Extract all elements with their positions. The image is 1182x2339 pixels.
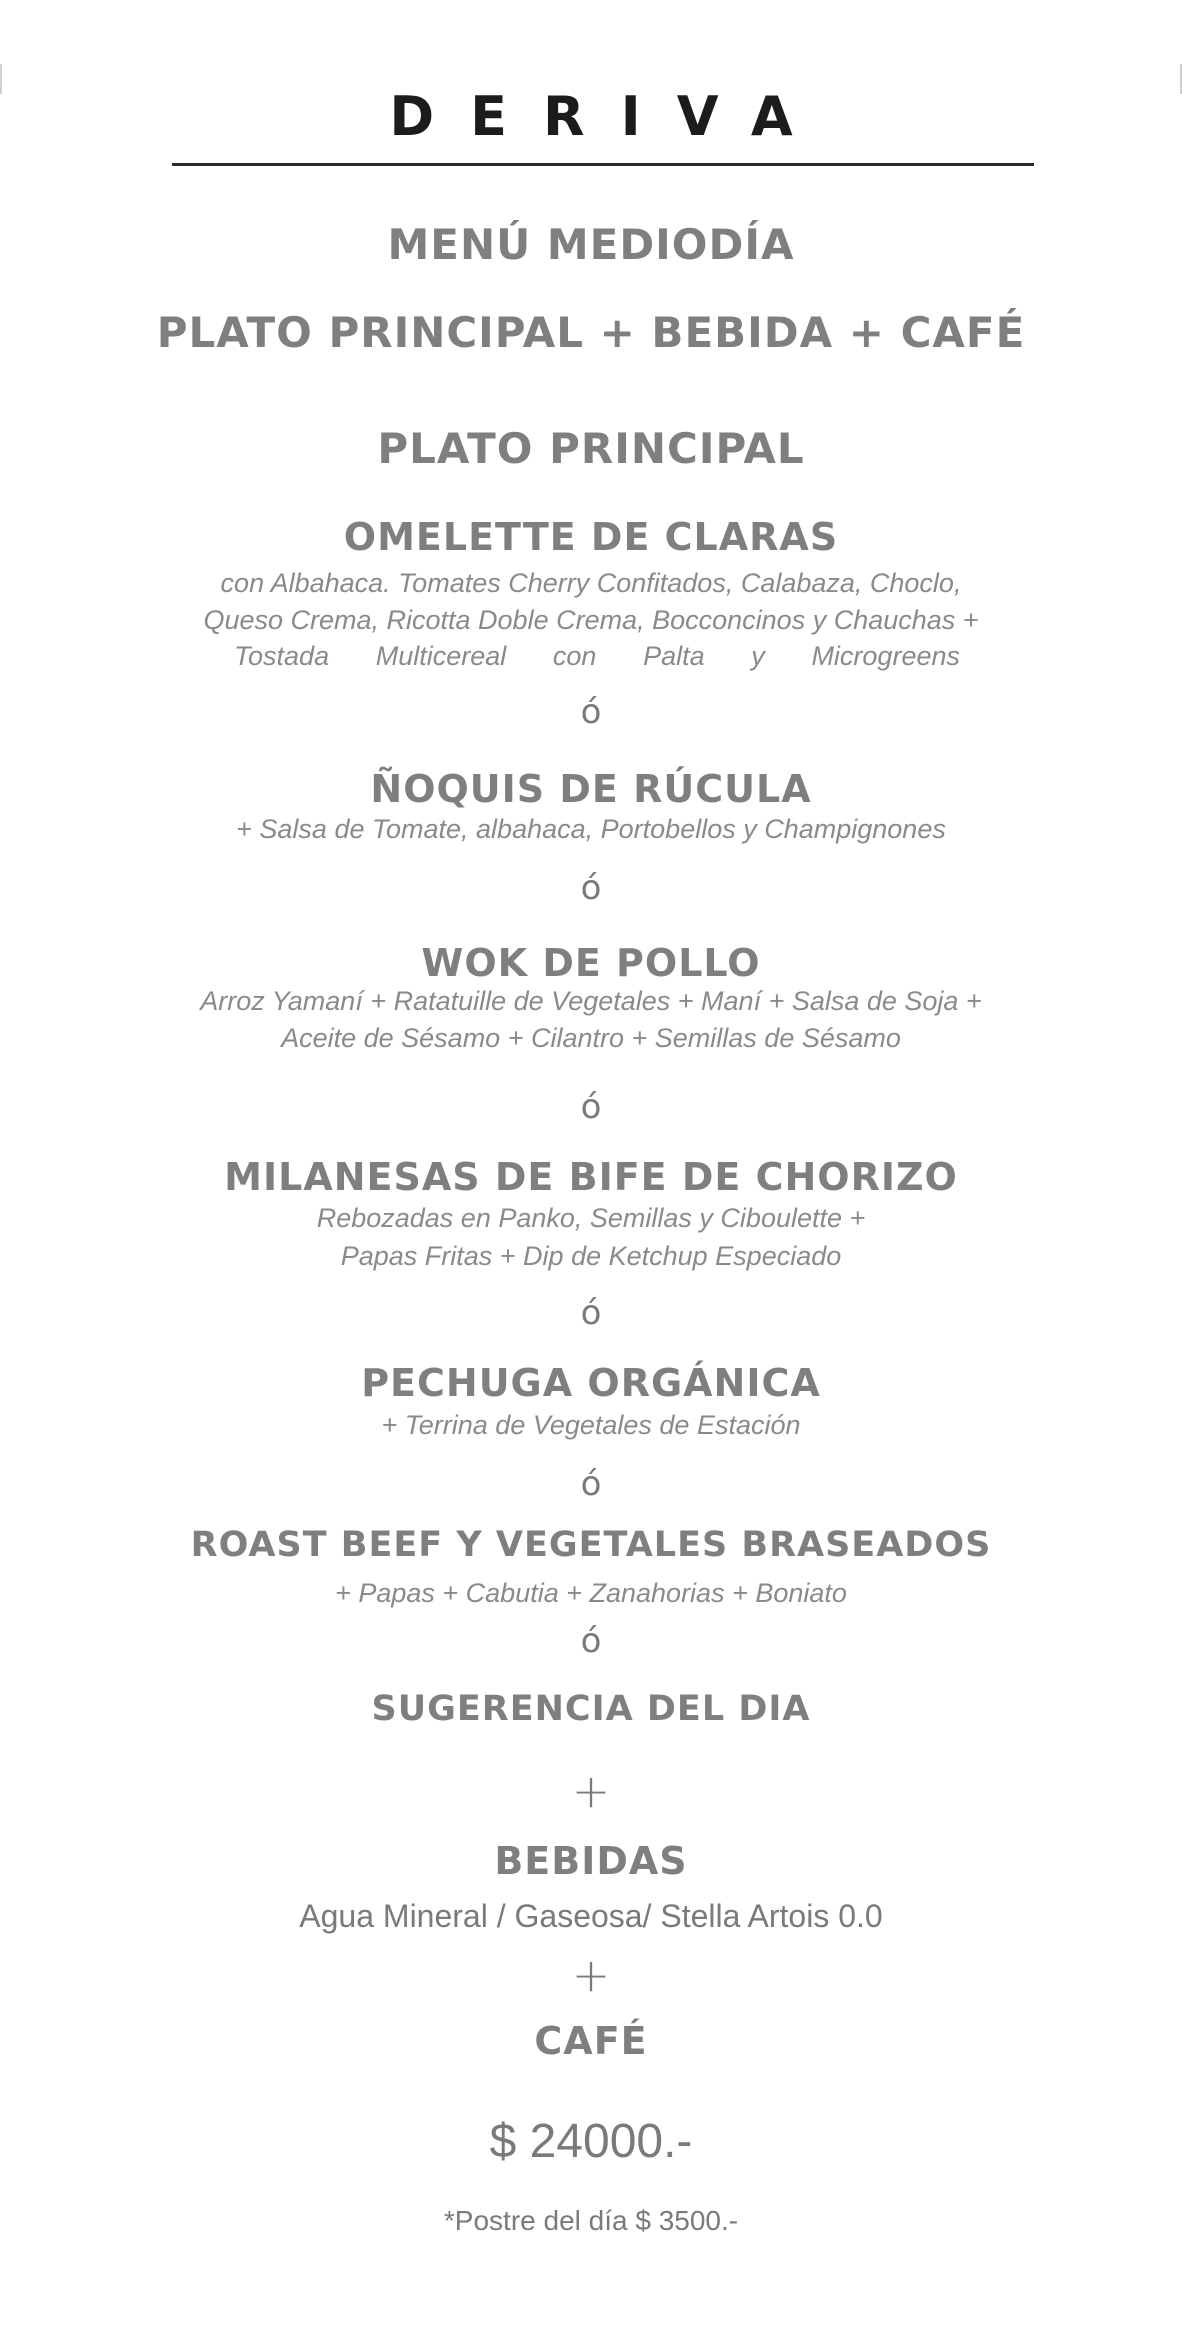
dessert-note: *Postre del día $ 3500.- bbox=[443, 2205, 739, 2236]
menu-title: MENÚ MEDIODÍA bbox=[387, 220, 795, 269]
or-separator: ó bbox=[580, 1087, 602, 1127]
dish-name: MILANESAS DE BIFE DE CHORIZO bbox=[224, 1155, 958, 1199]
dish-description: Tostada Multicereal con Palta y Microgreens bbox=[234, 641, 960, 671]
dish-name: PECHUGA ORGÁNICA bbox=[361, 1361, 821, 1405]
dish-name: WOK DE POLLO bbox=[421, 941, 761, 985]
brand-logo: DERIVA bbox=[389, 85, 829, 148]
or-separator: ó bbox=[580, 1293, 602, 1333]
menu-subtitle: PLATO PRINCIPAL + BEBIDA + CAFÉ bbox=[156, 308, 1026, 357]
dish-name: SUGERENCIA DEL DIA bbox=[371, 1689, 811, 1729]
or-separator: ó bbox=[580, 692, 602, 732]
drinks-title: BEBIDAS bbox=[494, 1839, 688, 1883]
plus-separator: + bbox=[571, 1764, 611, 1818]
dish-name: OMELETTE DE CLARAS bbox=[343, 515, 839, 559]
dish-description: Rebozadas en Panko, Semillas y Ciboulette + bbox=[316, 1203, 866, 1233]
section-title: PLATO PRINCIPAL bbox=[377, 424, 805, 473]
header-divider bbox=[172, 163, 1034, 166]
or-separator: ó bbox=[580, 1464, 602, 1504]
dish-description: + Papas + Cabutia + Zanahorias + Boniato bbox=[335, 1578, 847, 1608]
dish-description: Aceite de Sésamo + Cilantro + Semillas de Sésamo bbox=[281, 1023, 901, 1053]
dish-description: con Albahaca. Tomates Cherry Confitados, Calabaza, Choclo, bbox=[220, 568, 962, 598]
menu-price: $ 24000.- bbox=[489, 2115, 693, 2168]
coffee-title: CAFÉ bbox=[534, 2019, 648, 2063]
dish-description: + Terrina de Vegetales de Estación bbox=[381, 1410, 801, 1440]
dish-name: ÑOQUIS DE RÚCULA bbox=[370, 767, 812, 811]
dish-name: ROAST BEEF Y VEGETALES BRASEADOS bbox=[190, 1525, 992, 1565]
or-separator: ó bbox=[580, 868, 602, 908]
dish-description: Queso Crema, Ricotta Doble Crema, Bocconcinos y Chauchas + bbox=[203, 605, 979, 635]
dish-description: Arroz Yamaní + Ratatuille de Vegetales + Maní + Salsa de Soja + bbox=[200, 986, 982, 1016]
dish-description: + Salsa de Tomate, albahaca, Portobellos y Champignones bbox=[236, 814, 946, 844]
or-separator: ó bbox=[580, 1621, 602, 1661]
drinks-items: Agua Mineral / Gaseosa/ Stella Artois 0.0 bbox=[299, 1898, 883, 1934]
dish-description: Papas Fritas + Dip de Ketchup Especiado bbox=[340, 1241, 842, 1271]
plus-separator: + bbox=[571, 1948, 611, 2002]
